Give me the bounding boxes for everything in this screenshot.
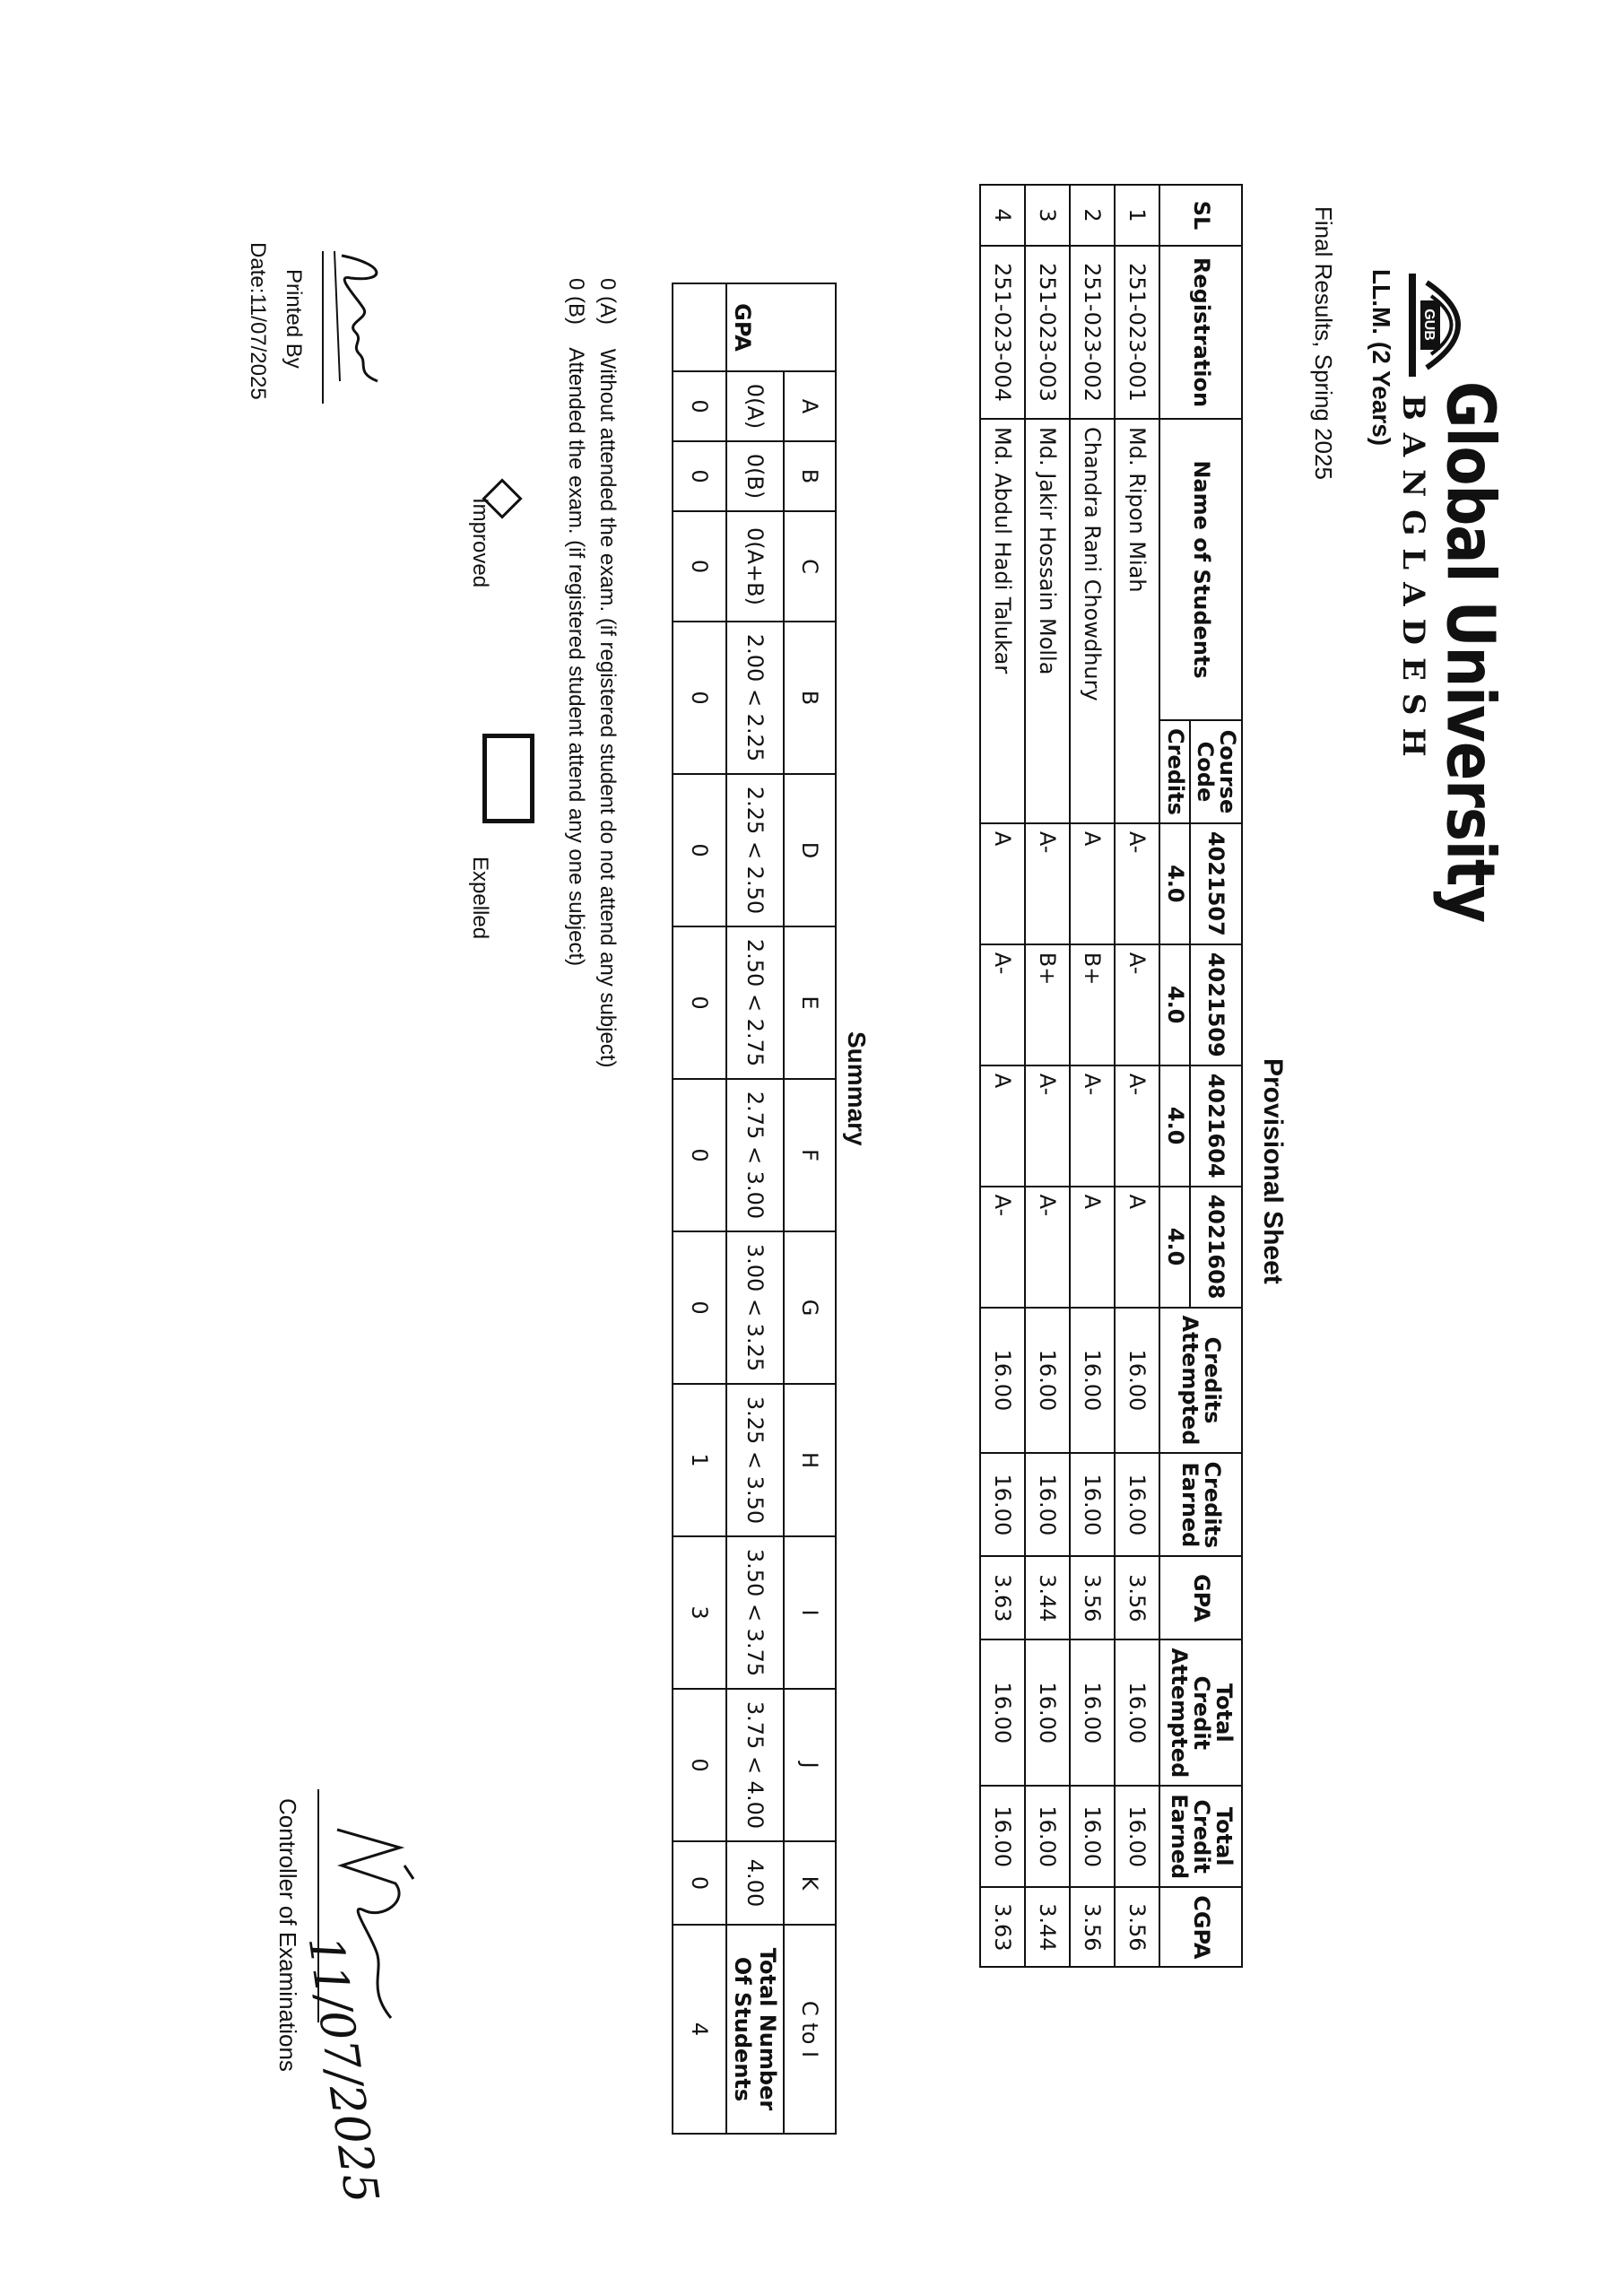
header-registration: Registration: [1159, 246, 1242, 419]
row-registration: 251-023-003: [1025, 246, 1070, 419]
university-name: Global University: [1430, 381, 1507, 923]
row-grade: A-: [1025, 823, 1070, 944]
summary-count: 0: [673, 371, 726, 441]
improved-label: Improved: [468, 498, 492, 588]
row-total-credit-attempted: 16.00: [1115, 1639, 1159, 1786]
row-grade: A: [980, 823, 1025, 944]
row-credits-attempted: 16.00: [1115, 1308, 1159, 1454]
table-row: [1025, 185, 1070, 1967]
row-grade: A-: [1025, 1187, 1070, 1308]
summary-count: 0: [673, 1841, 726, 1925]
summary-title: Summary: [843, 1031, 871, 1146]
row-total-credit-attempted: 16.00: [1070, 1639, 1115, 1786]
header-credits: Credits: [1159, 720, 1189, 823]
row-credits-earned: 16.00: [1070, 1453, 1115, 1556]
row-sl: 1: [1115, 185, 1159, 246]
row-grade: B+: [1025, 944, 1070, 1065]
row-cgpa: 3.63: [980, 1887, 1025, 1967]
summary-range: 0(A+B): [726, 511, 784, 622]
row-total-credit-attempted: 16.00: [980, 1639, 1025, 1786]
summary-c-to-i: C to I: [784, 1925, 836, 2134]
header-cgpa: CGPA: [1159, 1887, 1242, 1967]
row-sl: 3: [1025, 185, 1070, 246]
summary-letter: B: [784, 622, 836, 774]
course-code: 4021509: [1190, 944, 1242, 1065]
summary-count: 0: [673, 926, 726, 1079]
course-credit: 4.0: [1159, 1187, 1189, 1308]
printed-by-line: [322, 251, 324, 404]
row-grade: A-: [980, 944, 1025, 1065]
expelled-box-icon: [482, 734, 534, 823]
course-credit: 4.0: [1159, 823, 1189, 944]
note-a-text: Without attended the exam. (if registered student do not attend any subject): [595, 348, 620, 1068]
summary-range: 3.75 < 4.00: [726, 1689, 784, 1841]
row-gpa: 3.63: [980, 1556, 1025, 1639]
summary-letter: K: [784, 1841, 836, 1925]
summary-count: 0: [673, 622, 726, 774]
row-credits-attempted: 16.00: [1025, 1308, 1070, 1454]
summary-range: 4.00: [726, 1841, 784, 1925]
row-registration: 251-023-001: [1115, 246, 1159, 419]
row-name: Md. Abdul Hadi Talukar: [980, 419, 1025, 823]
summary-letter: C: [784, 511, 836, 622]
row-total-credit-earned: 16.00: [1070, 1786, 1115, 1887]
signature-date: 11/07/2025: [297, 1933, 388, 2207]
row-grade: A: [1070, 1187, 1115, 1308]
header-total-credit-earned: Total Credit Earned: [1159, 1786, 1242, 1887]
row-grade: A-: [1115, 823, 1159, 944]
summary-letter: D: [784, 774, 836, 926]
printed-by-label: Printed By: [282, 269, 306, 369]
row-total-credit-earned: 16.00: [1115, 1786, 1159, 1887]
summary-range: 2.75 < 3.00: [726, 1079, 784, 1231]
results-table: [979, 184, 1243, 1968]
table-row: [1070, 185, 1115, 1967]
header-gpa: GPA: [1159, 1556, 1242, 1639]
course-code: 4021608: [1190, 1187, 1242, 1308]
row-sl: 2: [1070, 185, 1115, 246]
table-row: [1115, 185, 1159, 1967]
row-credits-earned: 16.00: [980, 1453, 1025, 1556]
summary-count: 0: [673, 1689, 726, 1841]
summary-total-label: Total Number Of Students: [726, 1925, 784, 2134]
header-course-code: Course Code: [1190, 720, 1242, 823]
summary-range: 3.00 < 3.25: [726, 1231, 784, 1384]
header-sl: SL: [1159, 185, 1242, 246]
summary-count: 1: [673, 1384, 726, 1536]
summary-count: 3: [673, 1536, 726, 1689]
program-title: LL.M. (2 Years): [1368, 269, 1395, 447]
note-a: [595, 278, 620, 1068]
summary-count: 0: [673, 441, 726, 511]
summary-count: 0: [673, 774, 726, 926]
row-total-credit-earned: 16.00: [1025, 1786, 1070, 1887]
summary-count: 0: [673, 1079, 726, 1231]
summary-blank: [673, 283, 726, 371]
row-grade: A-: [1025, 1065, 1070, 1187]
row-name: Chandra Rani Chowdhury: [1070, 419, 1115, 823]
summary-letter: A: [784, 371, 836, 441]
row-grade: B+: [1070, 944, 1115, 1065]
summary-range: 0(B): [726, 441, 784, 511]
row-cgpa: 3.56: [1115, 1887, 1159, 1967]
controller-label: Controller of Examinations: [274, 1798, 301, 2072]
row-grade: A: [980, 1065, 1025, 1187]
row-grade: A: [1115, 1187, 1159, 1308]
university-logo: [1404, 274, 1489, 377]
row-grade: A-: [1115, 944, 1159, 1065]
note-b: [563, 278, 588, 966]
summary-table: [672, 283, 837, 2135]
note-a-code: 0 (A): [595, 278, 620, 326]
course-credit: 4.0: [1159, 944, 1189, 1065]
course-credit: 4.0: [1159, 1065, 1189, 1187]
row-grade: A-: [1115, 1065, 1159, 1187]
summary-letter: E: [784, 926, 836, 1079]
results-title: Final Results, Spring 2025: [1310, 206, 1337, 480]
row-gpa: 3.56: [1115, 1556, 1159, 1639]
summary-range: 2.00 < 2.25: [726, 622, 784, 774]
summary-letter: F: [784, 1079, 836, 1231]
summary-range: 2.50 < 2.75: [726, 926, 784, 1079]
summary-letter: B: [784, 441, 836, 511]
expelled-label: Expelled: [468, 857, 492, 940]
row-gpa: 3.44: [1025, 1556, 1070, 1639]
summary-letter: H: [784, 1384, 836, 1536]
note-b-text: Attended the exam. (if registered student attend any one subject): [564, 347, 588, 967]
row-registration: 251-023-004: [980, 246, 1025, 419]
row-cgpa: 3.44: [1025, 1887, 1070, 1967]
row-total-credit-attempted: 16.00: [1025, 1639, 1070, 1786]
header-credits-attempted: Credits Attempted: [1159, 1308, 1242, 1454]
summary-range: 3.50 < 3.75: [726, 1536, 784, 1689]
summary-count: 0: [673, 1231, 726, 1384]
summary-letter: J: [784, 1689, 836, 1841]
row-name: Md. Jakir Hossain Molla: [1025, 419, 1070, 823]
controller-line: [317, 1789, 319, 2022]
course-code: 4021604: [1190, 1065, 1242, 1187]
summary-count: 0: [673, 511, 726, 622]
row-name: Md. Ripon Miah: [1115, 419, 1159, 823]
row-grade: A-: [980, 1187, 1025, 1308]
university-country: BANGLADESH: [1395, 395, 1431, 770]
printed-date: Date:11/07/2025: [246, 242, 270, 400]
summary-range: 0(A): [726, 371, 784, 441]
row-credits-earned: 16.00: [1115, 1453, 1159, 1556]
summary-gpa-label: GPA: [726, 283, 836, 371]
summary-total: 4: [673, 1925, 726, 2134]
header-name: Name of Students: [1159, 419, 1242, 720]
row-cgpa: 3.56: [1070, 1887, 1115, 1967]
course-code: 4021507: [1190, 823, 1242, 944]
row-credits-attempted: 16.00: [980, 1308, 1025, 1454]
row-gpa: 3.56: [1070, 1556, 1115, 1639]
summary-range: 3.25 < 3.50: [726, 1384, 784, 1536]
summary-letter: I: [784, 1536, 836, 1689]
summary-range: 2.25 < 2.50: [726, 774, 784, 926]
note-b-code: 0 (B): [564, 278, 588, 326]
sheet-title: Provisional Sheet: [1258, 1058, 1288, 1284]
row-grade: A: [1070, 823, 1115, 944]
header-credits-earned: Credits Earned: [1159, 1453, 1242, 1556]
table-row: [980, 185, 1025, 1967]
row-registration: 251-023-002: [1070, 246, 1115, 419]
printed-by-signature: [328, 247, 395, 390]
row-credits-attempted: 16.00: [1070, 1308, 1115, 1454]
row-grade: A-: [1070, 1065, 1115, 1187]
row-credits-earned: 16.00: [1025, 1453, 1070, 1556]
summary-letter: G: [784, 1231, 836, 1384]
row-sl: 4: [980, 185, 1025, 246]
logo-text: GUB: [1421, 309, 1437, 341]
row-total-credit-earned: 16.00: [980, 1786, 1025, 1887]
header-total-credit-attempted: Total Credit Attempted: [1159, 1639, 1242, 1786]
